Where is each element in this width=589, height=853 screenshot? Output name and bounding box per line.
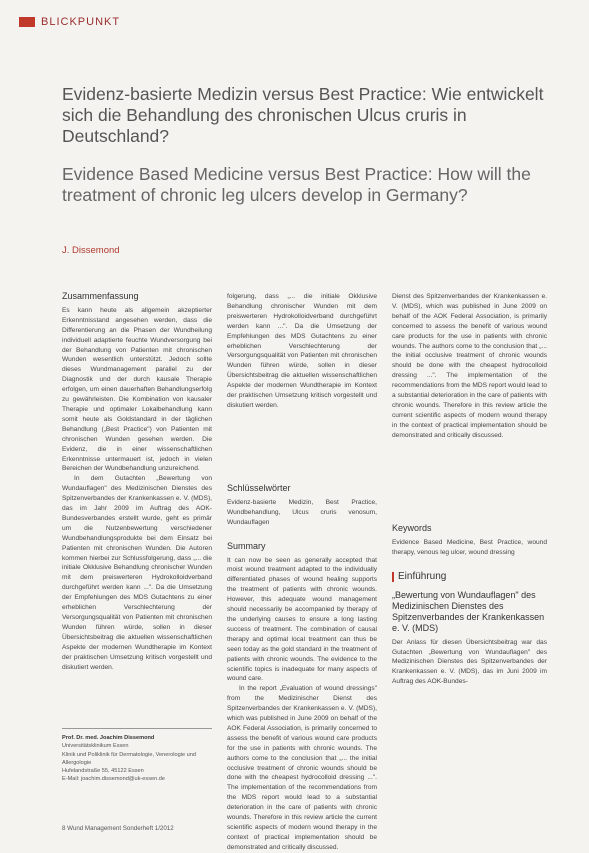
zusammenfassung-heading: Zusammenfassung xyxy=(62,291,139,301)
schluesselwoerter-text: Evidenz-basierte Medizin, Best Practice, Wundbehandlung, Ulcus cruris venosum, Wundauflagen xyxy=(227,498,377,526)
einfuehrung-heading: Einführung xyxy=(392,572,547,582)
zusammenfassung-continued xyxy=(227,292,377,470)
section-color-box xyxy=(19,17,35,27)
column-2 xyxy=(227,292,377,851)
page-footer: 8 Wund Management Sonderheft 1/2012 xyxy=(62,825,174,832)
zusammenfassung-paragraph-1: Es kann heute als allgemein akzeptierter Erkenntnisstand angesehen werden, dass die Differentierung an die Phasen der Wundheilung individuell adaptierte feuchte Wundversorgung bei der Behandlung von Patienten mit chronischen Wunden wesentlich unterstützt. Jedoch sollte dieses Wundmanagement parallel zu der Diagnostik und der durch kausale Therapie erfolgen, um einen dauerhaften Behandlungserfolg zu gewährleisten. Die Kombination von kausaler Therapie und optimaler Lokalbehandlung kann somit heute als Goldstandard in der täglichen Behandlung („Best Practice") von Patienten mit chronischen Wunden gesehen werden. Die Evidenz, die in einer wissenschaftlichen Erkenntnisse untermauert ist, jedoch in vielen Bereichen der Wundbehandlung unzureichend. xyxy=(62,306,212,473)
einfuehrung-text: Der Anlass für diesen Übersichtsbeitrag war das Gutachten „Bewertung von Wundauflagen" des Medizinischen Dienstes des Spitzenverbandes der Krankenkassen e. V. (MDS), das im Juni 2009 im Auftrag des AOK-Bundes- xyxy=(392,638,547,686)
affiliation-line: E-Mail: joachim.dissemond@uk-essen.de xyxy=(62,776,165,783)
keywords-text: Evidence Based Medicine, Best Practice, wound therapy, venous leg ulcer, wound dressing xyxy=(392,538,547,556)
summary-continued xyxy=(392,292,547,512)
title-german: Evidenz-basierte Medizin versus Best Practice: Wie entwickelt sich die Behandlung des chronischen Ulcus cruris in Deutschland? xyxy=(62,84,544,146)
summary-paragraph-2: In the report „Evaluation of wound dressings" from the Medizinischer Dienst des Spitzenverbandes der Krankenkassen e. V. (MDS), which was published in June 2009 on behalf of the AOK Federal Association, is primarily concerned to assess the benefit of various wound care products for the use in patients with chronic wounds. The authors come to the conclusion that „... the initial occlusive treatment of chronic wounds should be done with the cheapest hydrocolloid dressing ...". The implementation of the recommendations from the MDS report would lead to a substantial deterioration in the care of patients with chronic wounds. Therefore in this review article the current scientific aspects of modern wound therapy in the context of practical implementation should be demonstrated and critically discussed. xyxy=(227,685,377,851)
einfuehrung-subheading: „Bewertung von Wundauflagen" des Medizinischen Dienstes des Spitzenverbandes der Krankenkassen e. V. (MDS) xyxy=(392,589,545,633)
section-tab xyxy=(19,16,120,28)
schluesselwoerter-heading: Schlüsselwörter xyxy=(227,483,291,493)
author: J. Dissemond xyxy=(62,245,120,256)
affiliation-line: Universitätsklinikum Essen xyxy=(62,743,129,750)
column-3 xyxy=(392,292,547,687)
column-1 xyxy=(62,291,212,671)
author-affiliation xyxy=(62,728,212,784)
affiliation-line: Hufelandstraße 55, 45122 Essen xyxy=(62,768,144,775)
affiliation-name: Prof. Dr. med. Joachim Dissemond xyxy=(62,735,155,741)
affiliation-line: Klinik und Poliklinik für Dermatologie, Venerologie und Allergologie xyxy=(62,751,197,766)
continued-text: folgerung, dass „... die initiale Okklusive Behandlung chronischer Wunden mit dem preiswerteren Hydrokolloidverband durchgeführt werden kann ...". Da die Umsetzung der Empfehlungen des MDS Gutachtens zu einer erheblichen Verschlechterung der Versorgungsqualität von Patienten mit chronischen Wunden führen würde, sollen in dieser Übersichtsbeitrag die aktuellen wissenschaftlichen Aspekte der modernen Wundtherapie im Kontext der praktischen Umsetzung kritisch vorgestellt und diskutiert werden. xyxy=(227,293,377,409)
keywords-heading: Keywords xyxy=(392,523,432,533)
section-label: BLICKPUNKT xyxy=(41,16,121,28)
summary-paragraph-1: It can now be seen as generally accepted that moist wound treatment adapted to the individually differentiated phases of wound healing supports the treatment of patients with chronic wounds. However, this adequate wound management should necessarily be accompanied by therapy of the underlying causes to ensure a long lasting success of treatment. The combination of causal therapy and optimal local treatment can thus be seen today as the gold standard in the treatment of patients with chronic wounds. The evidence to the scientific topics is inadequate for many aspects of wound care. xyxy=(227,556,377,683)
summary-heading: Summary xyxy=(227,540,266,551)
title-english: Evidence Based Medicine versus Best Practice: How will the treatment of chronic leg ulcers develop in Germany? xyxy=(62,164,531,205)
summary-continued-text: Dienst des Spitzenverbandes der Krankenkassen e. V. (MDS), which was published in June 2009 on behalf of the AOK Federal Association, is primarily concerned to assess the benefit of various wound care products for the use in patients with chronic wounds. The authors come to the conclusion that „... the initial occlusive treatment of chronic wounds should be done with the cheapest hydrocolloid dressing ...". The implementation of the recommendations from the MDS report would lead to a substantial deterioration in the care of patients with chronic wounds. Therefore in this review article the current scientific aspects of modern wound therapy in the context of practical implementation should be demonstrated and critically discussed. xyxy=(392,293,547,439)
zusammenfassung-paragraph-2: In dem Gutachten „Bewertung von Wundauflagen" des Medizinischen Dienstes des Spitzenverbandes der Krankenkassen e. V. (MDS), das im Jahr 2009 im Auftrag des AOK-Bundesverbandes erstellt wurde, geht es primär um die Nutzenbewertung verschiedener Wundbehandlungsprodukte bei dem Einsatz bei Patienten mit chronischen Wunden. Die Autoren kommen hierbei zur Schlussfolgerung, dass „... die initiale Okklusive Behandlung chronischer Wunden mit dem preiswerteren Hydrokolloidverband durchgeführt werden kann ...". Da die Umsetzung der Empfehlungen des MDS Gutachtens zu einer erheblichen Verschlechterung der Versorgungsqualität von Patienten mit chronischen Wunden führen würde, sollen in dieser Übersichtsbeitrag die aktuellen wissenschaftlichen Aspekte der modernen Wundtherapie im Kontext der praktischen Umsetzung kritisch vorgestellt und diskutiert werden. xyxy=(62,475,212,671)
